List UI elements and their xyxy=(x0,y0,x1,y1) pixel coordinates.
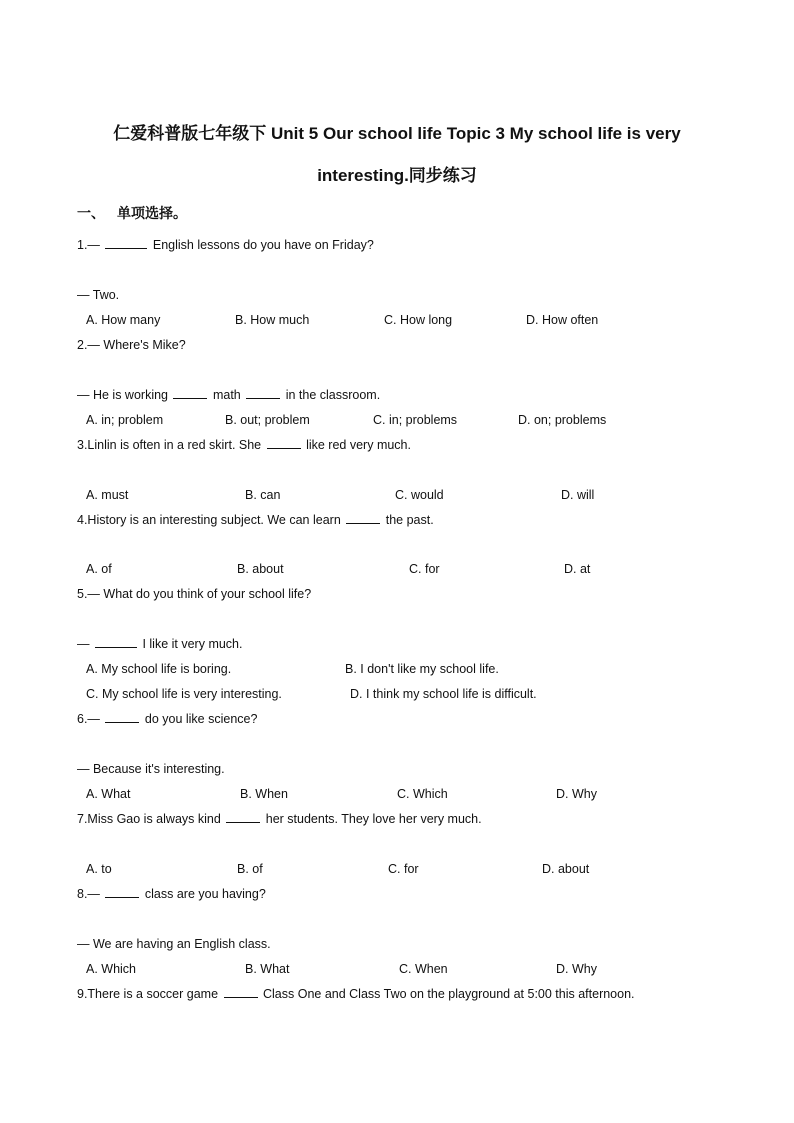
question-1-reply: — Two. xyxy=(77,288,120,302)
question-5-option-b[interactable]: B. I don't like my school life. xyxy=(345,662,499,676)
answer-blank xyxy=(246,397,280,399)
question-4-option-d[interactable]: D. at xyxy=(564,562,591,576)
question-8-option-c[interactable]: C. When xyxy=(399,962,448,976)
answer-blank xyxy=(105,896,139,898)
question-2-option-b[interactable]: B. out; problem xyxy=(225,413,310,427)
section-label: 单项选择。 xyxy=(117,205,187,221)
question-1-option-c[interactable]: C. How long xyxy=(384,313,453,327)
question-8-option-d[interactable]: D. Why xyxy=(556,962,597,976)
question-7-option-b[interactable]: B. of xyxy=(237,862,263,876)
question-6-option-d[interactable]: D. Why xyxy=(556,787,597,801)
page-title-line-2: interesting.同步练习 xyxy=(317,166,477,185)
question-2-option-c[interactable]: C. in; problems xyxy=(373,413,458,427)
question-7-option-d[interactable]: D. about xyxy=(542,862,590,876)
question-8-option-a[interactable]: A. Which xyxy=(86,962,137,976)
question-7-option-a[interactable]: A. to xyxy=(86,862,112,876)
question-6-stem: 6.— do you like science? xyxy=(77,712,258,726)
question-3-option-b[interactable]: B. can xyxy=(245,488,281,502)
question-3-option-a[interactable]: A. must xyxy=(86,488,129,502)
question-8-stem: 8.— class are you having? xyxy=(77,887,266,901)
question-8-reply: — We are having an English class. xyxy=(77,937,271,951)
answer-blank xyxy=(346,522,380,524)
section-number: 一、 xyxy=(77,205,105,221)
question-2-stem: 2.— Where's Mike? xyxy=(77,338,186,352)
question-2-option-d[interactable]: D. on; problems xyxy=(518,413,607,427)
question-3-option-c[interactable]: C. would xyxy=(395,488,444,502)
question-1-option-a[interactable]: A. How many xyxy=(86,313,161,327)
question-6-option-c[interactable]: C. Which xyxy=(397,787,448,801)
question-5-option-d[interactable]: D. I think my school life is difficult. xyxy=(350,687,537,701)
question-7-option-c[interactable]: C. for xyxy=(388,862,419,876)
question-1-stem: 1.— English lessons do you have on Friday? xyxy=(77,238,374,252)
question-2-option-a[interactable]: A. in; problem xyxy=(86,413,164,427)
question-3-stem: 3.Linlin is often in a red skirt. She like red very much. xyxy=(77,438,411,452)
page-title-line-1: 仁爱科普版七年级下 Unit 5 Our school life Topic 3 My school life is very xyxy=(113,124,681,143)
answer-blank xyxy=(105,721,139,723)
question-4-option-a[interactable]: A. of xyxy=(86,562,112,576)
answer-blank xyxy=(173,397,207,399)
section-heading xyxy=(77,203,187,223)
question-5-option-a[interactable]: A. My school life is boring. xyxy=(86,662,232,676)
question-6-option-a[interactable]: A. What xyxy=(86,787,131,801)
question-3-option-d[interactable]: D. will xyxy=(561,488,595,502)
question-5-option-c[interactable]: C. My school life is very interesting. xyxy=(86,687,282,701)
question-1-option-b[interactable]: B. How much xyxy=(235,313,310,327)
question-6-option-b[interactable]: B. When xyxy=(240,787,288,801)
answer-blank xyxy=(224,996,258,998)
question-6-reply: — Because it's interesting. xyxy=(77,762,225,776)
question-8-option-b[interactable]: B. What xyxy=(245,962,290,976)
question-7-stem: 7.Miss Gao is always kind her students. They love her very much. xyxy=(77,812,482,826)
question-5-stem: 5.— What do you think of your school life? xyxy=(77,587,312,601)
answer-blank xyxy=(267,447,301,449)
answer-blank xyxy=(226,821,260,823)
question-1-option-d[interactable]: D. How often xyxy=(526,313,599,327)
answer-blank xyxy=(105,247,147,249)
question-4-stem: 4.History is an interesting subject. We can learn the past. xyxy=(77,513,434,527)
question-9-stem: 9.There is a soccer game Class One and Class Two on the playground at 5:00 this afternoon. xyxy=(77,987,635,1001)
question-4-option-b[interactable]: B. about xyxy=(237,562,284,576)
answer-blank xyxy=(95,646,137,648)
question-4-option-c[interactable]: C. for xyxy=(409,562,440,576)
question-5-reply: — I like it very much. xyxy=(77,637,243,651)
question-2-reply: — He is working math in the classroom. xyxy=(77,388,381,402)
